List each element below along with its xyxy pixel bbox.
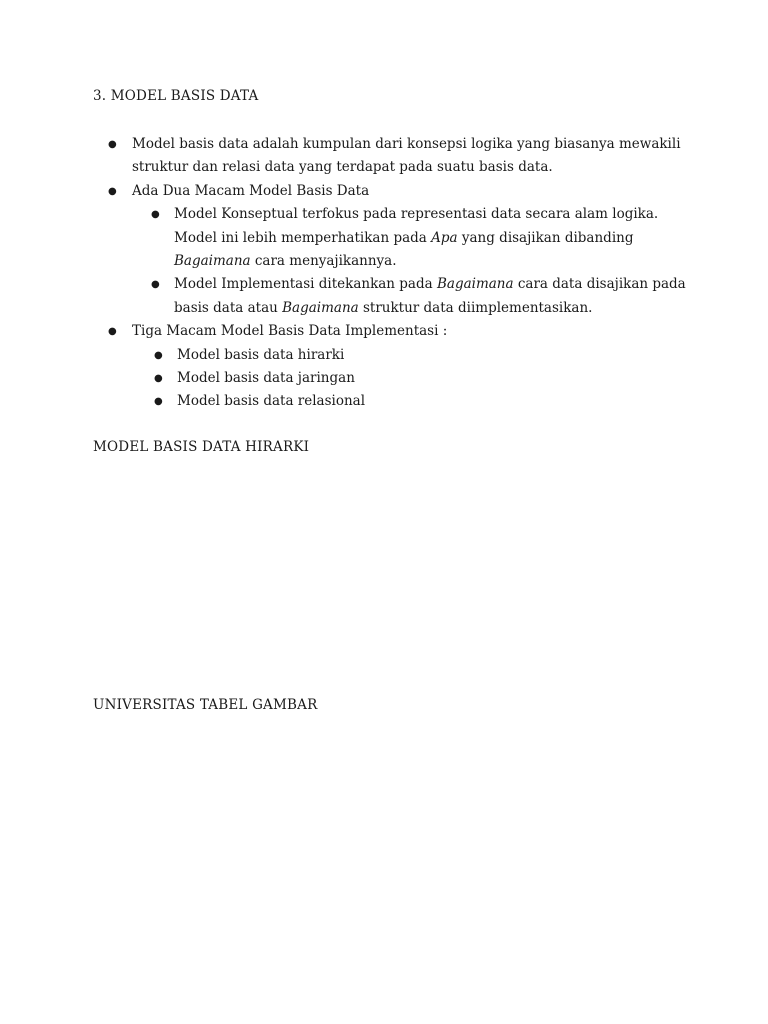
list-item bbox=[93, 133, 693, 180]
text-run: cara data disajikan pada basis data atau bbox=[174, 276, 686, 316]
sub-list-item bbox=[93, 390, 693, 413]
list-item-text bbox=[174, 276, 686, 315]
bullet-list bbox=[93, 133, 693, 414]
sub-list-item bbox=[93, 273, 693, 320]
bullet-icon: ● bbox=[154, 349, 163, 361]
list-item-text: Ada Dua Macam Model Basis Data bbox=[132, 182, 370, 199]
sub-list-item bbox=[93, 344, 693, 367]
list-item bbox=[93, 320, 693, 343]
sub-list-item bbox=[93, 203, 693, 273]
list-item-text: Model basis data adalah kumpulan dari konsepsi logika yang biasanya mewakili struktur dan relasi data yang terdapat pada suatu basis data. bbox=[132, 136, 681, 176]
italic-term: Apa bbox=[431, 229, 458, 246]
bullet-icon: ● bbox=[154, 373, 163, 385]
bullet-icon: ● bbox=[151, 279, 160, 291]
list-item-text: Model basis data hirarki bbox=[177, 346, 345, 363]
text-run: cara menyajikannya. bbox=[250, 253, 397, 270]
list-item-text: Tiga Macam Model Basis Data Implementasi : bbox=[132, 323, 448, 340]
list-item-text: Model basis data jaringan bbox=[177, 370, 355, 387]
italic-term: Bagaimana bbox=[174, 253, 251, 270]
sub-list-item bbox=[93, 367, 693, 390]
bullet-icon: ● bbox=[108, 326, 117, 338]
bullet-icon: ● bbox=[108, 185, 117, 197]
italic-term: Bagaimana bbox=[282, 299, 359, 316]
bullet-icon: ● bbox=[108, 139, 117, 150]
text-run: struktur data diimplementasikan. bbox=[358, 299, 593, 316]
list-item bbox=[93, 180, 693, 203]
section-title-universitas: UNIVERSITAS TABEL GAMBAR bbox=[93, 697, 318, 713]
text-run: Model Konseptual terfokus pada representasi data secara alam logika. Model ini lebih memperhatikan pada bbox=[174, 206, 659, 246]
list-item-text bbox=[174, 206, 658, 269]
section-heading: 3. MODEL BASIS DATA bbox=[93, 88, 259, 104]
bullet-icon: ● bbox=[154, 396, 163, 408]
list-item-text: Model basis data relasional bbox=[177, 393, 366, 410]
italic-term: Bagaimana bbox=[436, 276, 514, 293]
text-run: Model Implementasi ditekankan pada bbox=[174, 276, 437, 293]
bullet-icon: ● bbox=[151, 209, 160, 221]
section-title-hirarki: MODEL BASIS DATA HIRARKI bbox=[93, 439, 310, 455]
text-run: yang disajikan dibanding bbox=[457, 229, 634, 246]
